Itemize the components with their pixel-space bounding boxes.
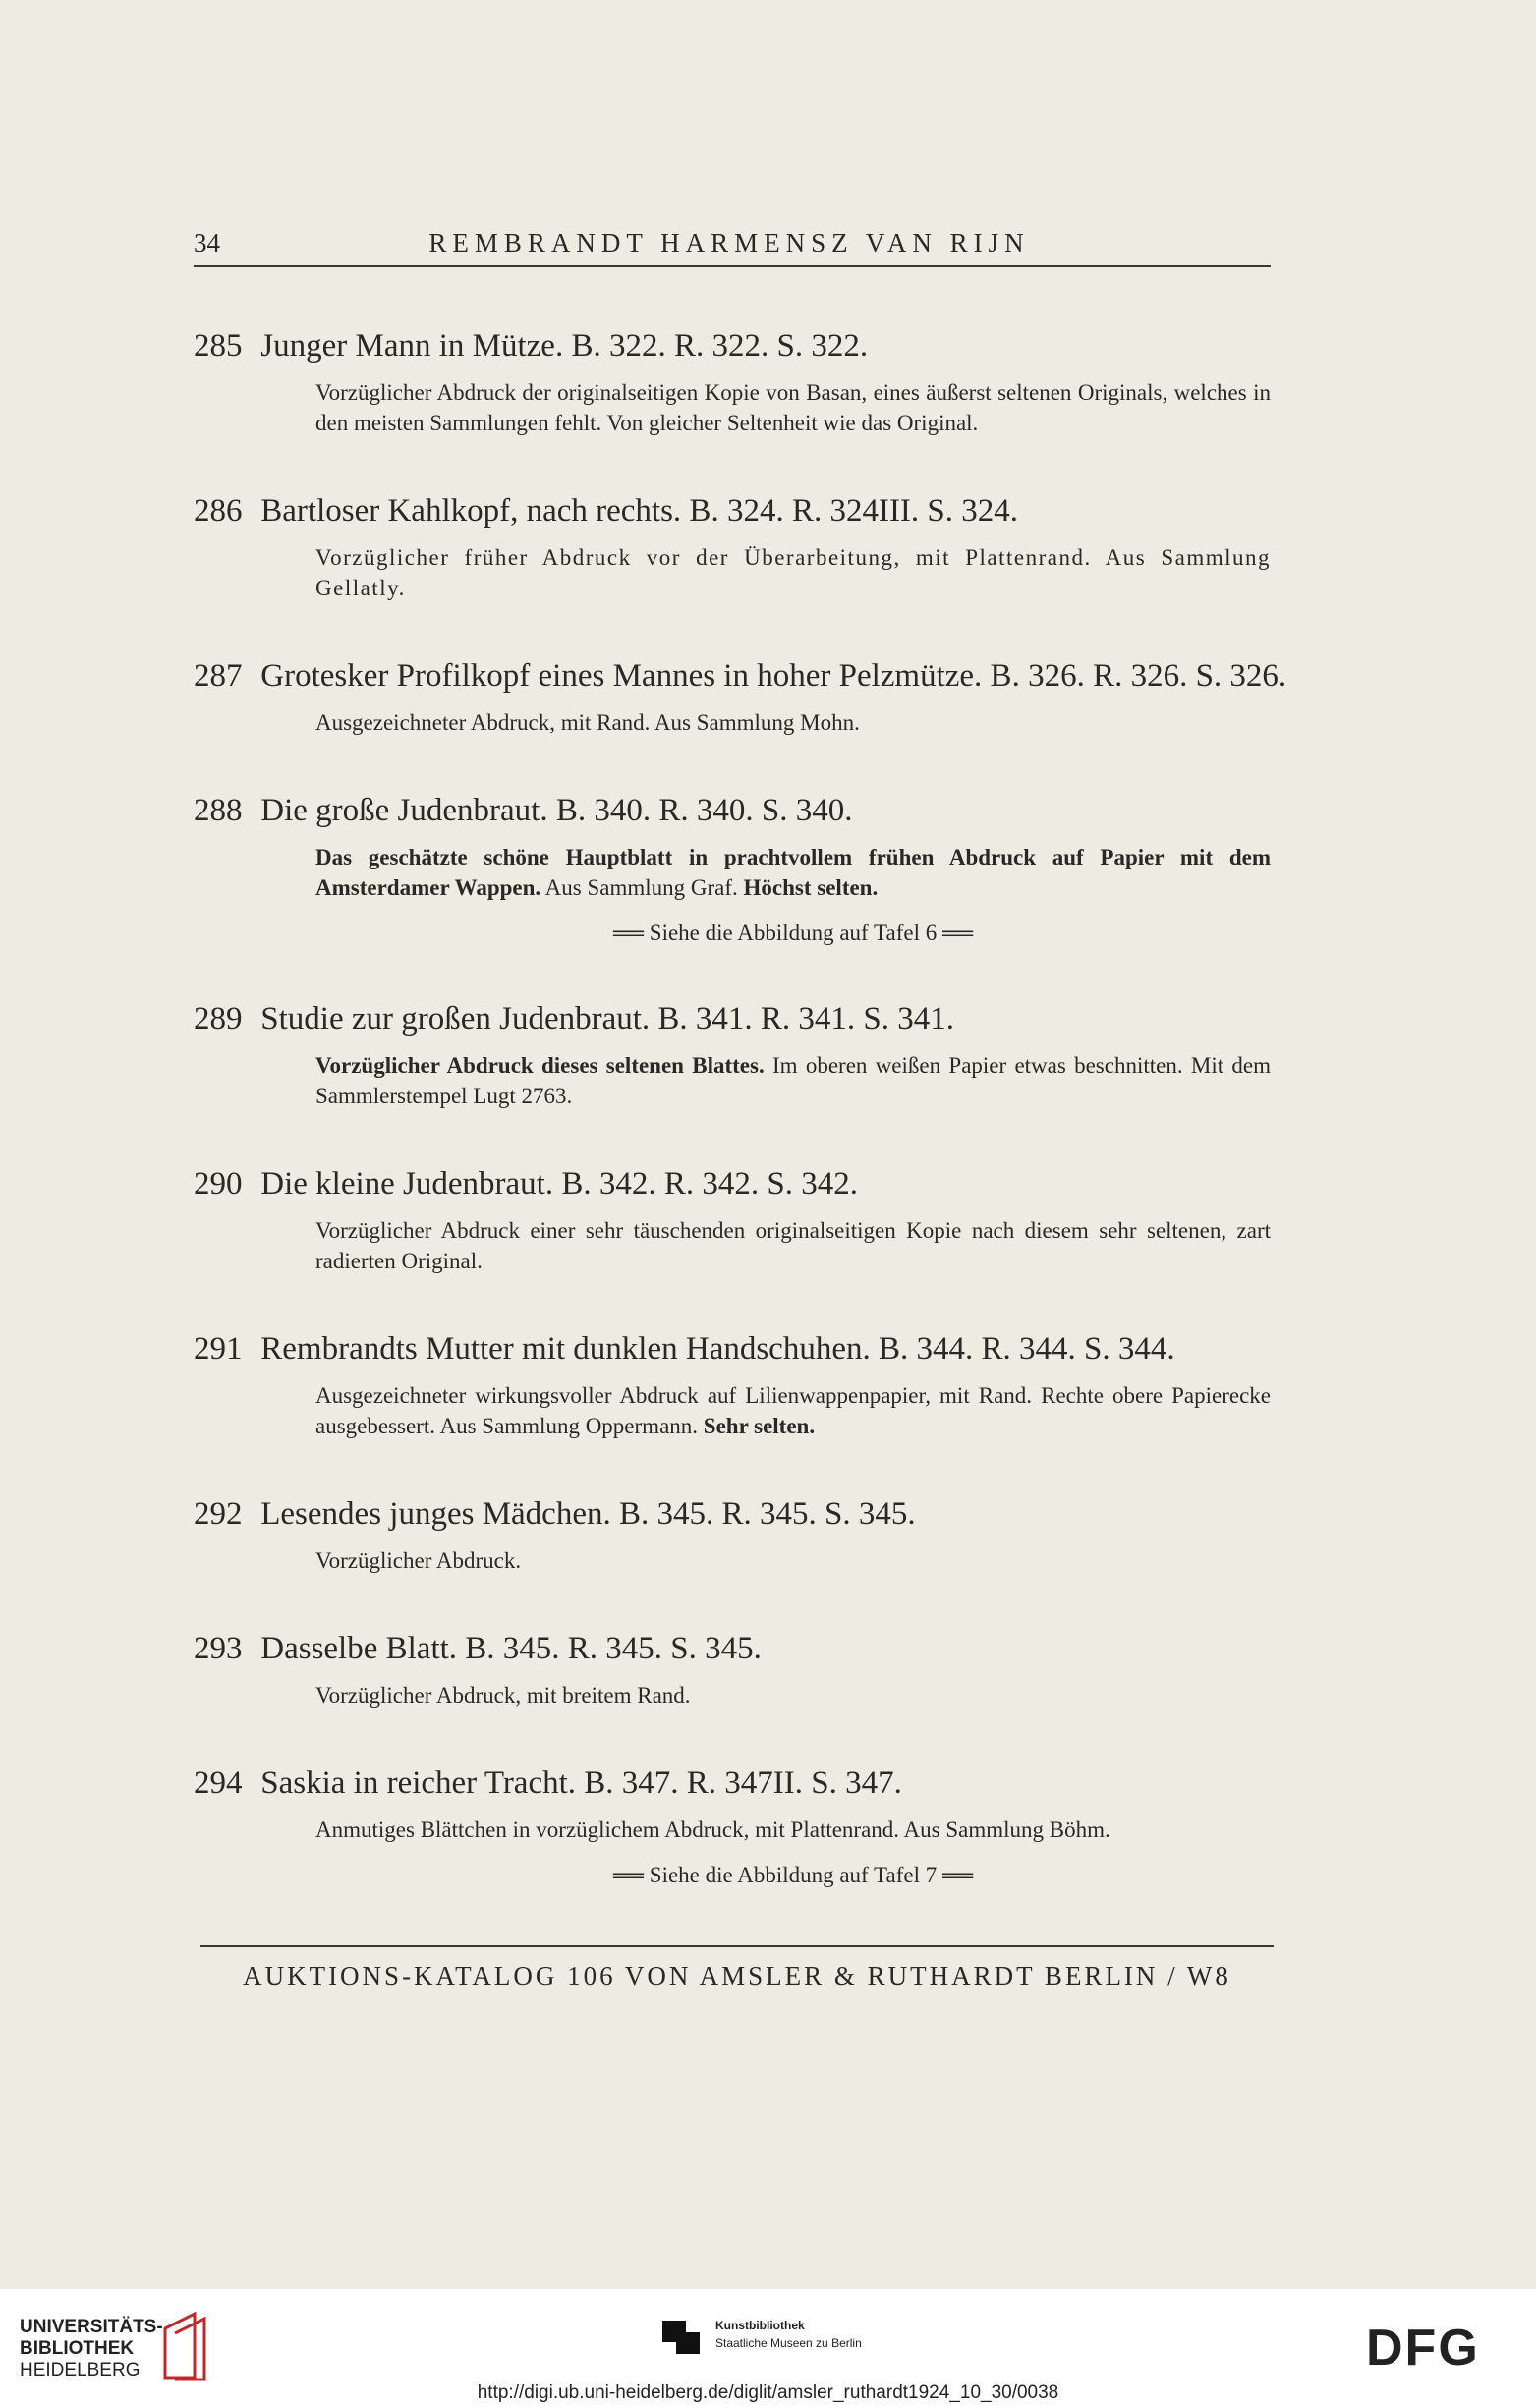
library-bar	[0, 2289, 1536, 2408]
entry-heading: Die große Judenbraut. B. 340. R. 340. S. 340.	[260, 793, 853, 828]
entry-number: 289	[194, 1001, 243, 1036]
entry-title	[194, 1492, 1275, 1536]
entry-heading: Dasselbe Blatt. B. 345. R. 345. S. 345.	[260, 1631, 762, 1666]
entry-title	[194, 1627, 1275, 1670]
entry-heading: Junger Mann in Mütze. B. 322. R. 322. S. 322.	[260, 328, 869, 364]
kb-line-1: Kunstbibliothek	[715, 2319, 805, 2332]
catalog-entry-293	[194, 1627, 1275, 1710]
entry-number: 290	[194, 1166, 243, 1202]
entry-number: 293	[194, 1631, 243, 1666]
catalog-entry-289	[194, 997, 1275, 1111]
entry-description	[315, 842, 1271, 903]
ub-heidelberg-logo-text	[20, 2317, 163, 2381]
page-number: 34	[194, 228, 220, 257]
entry-title	[194, 1327, 1275, 1371]
catalog-entry-290	[194, 1162, 1275, 1276]
plate-reference	[315, 1863, 1271, 1888]
entry-description: Anmutiges Blättchen in vorzüglichem Abdruck, mit Plattenrand. Aus Sammlung Böhm.	[315, 1818, 1110, 1842]
entry-description: Vorzüglicher Abdruck, mit breitem Rand.	[315, 1683, 691, 1708]
entry-number: 285	[194, 328, 243, 364]
description-highlight: Das geschätzte schöne Hauptblatt in prachtvollem frühen Abdruck auf Papier mit dem Amsterdamer Wappen.	[315, 845, 1271, 900]
entry-number: 286	[194, 493, 243, 529]
running-head	[194, 224, 1271, 267]
entry-description	[315, 1050, 1271, 1111]
entry-heading: Rembrandts Mutter mit dunklen Handschuhen. B. 344. R. 344. S. 344.	[260, 1331, 1175, 1367]
ub-line-1: UNIVERSITÄTS-	[20, 2317, 163, 2337]
kunstbibliothek-text	[715, 2317, 862, 2352]
entry-number: 288	[194, 793, 243, 828]
catalog-entry-288	[194, 789, 1275, 946]
plate-reference	[315, 921, 1271, 946]
catalog-footer: AUKTIONS-KATALOG 106 VON AMSLER & RUTHARDT BERLIN / W8	[200, 1945, 1274, 1991]
entry-number: 287	[194, 658, 243, 694]
description-text: Aus Sammlung Graf.	[540, 875, 744, 900]
ub-line-3: HEIDELBERG	[20, 2360, 141, 2380]
entry-number: 291	[194, 1331, 243, 1367]
entry-description	[315, 1380, 1271, 1441]
catalog-entries	[194, 324, 1287, 1939]
description-text: Ausgezeichneter wirkungsvoller Abdruck auf Lilienwappenpapier, mit Rand. Rechte obere Papierecke ausgebessert. Aus Sammlung Oppermann.	[315, 1383, 1271, 1438]
kunstbibliothek-logo-icon	[656, 2311, 706, 2360]
entry-heading: Bartloser Kahlkopf, nach rechts. B. 324. R. 324III. S. 324.	[260, 493, 1019, 529]
entry-description: Vorzüglicher Abdruck der originalseitigen Kopie von Basan, eines äußerst seltenen Originals, welches in den meisten Sammlungen fehlt. Von gleicher Seltenheit wie das Original.	[315, 380, 1271, 435]
double-rule-left: ══	[612, 1863, 645, 1887]
entry-title	[194, 1162, 1275, 1205]
running-head-title: REMBRANDT HARMENSZ VAN RIJN	[428, 228, 1030, 257]
rarity-note: Höchst selten.	[743, 875, 879, 900]
entry-heading: Studie zur großen Judenbraut. B. 341. R. 341. S. 341.	[260, 1001, 955, 1036]
description-text: Im oberen weißen Papier etwas beschnitten. Mit dem Sammlerstempel Lugt 2763.	[315, 1053, 1271, 1108]
double-rule-left: ══	[612, 921, 645, 945]
entry-title	[194, 789, 1275, 832]
catalog-entry-292	[194, 1492, 1275, 1576]
double-rule-right: ══	[941, 1863, 974, 1887]
ub-line-2: BIBLIOTHEK	[20, 2338, 135, 2359]
plate-reference-text: Siehe die Abbildung auf Tafel 6	[649, 921, 938, 945]
entry-title	[194, 324, 1275, 367]
catalog-entry-285	[194, 324, 1275, 438]
entry-title	[194, 654, 1287, 698]
entry-description: Vorzüglicher früher Abdruck vor der Überarbeitung, mit Plattenrand. Aus Sammlung Gellatly.	[315, 545, 1271, 600]
entry-title	[194, 489, 1275, 532]
catalog-entry-291	[194, 1327, 1275, 1441]
entry-heading: Grotesker Profilkopf eines Mannes in hoher Pelzmütze. B. 326. R. 326. S. 326.	[260, 658, 1287, 694]
entry-title	[194, 1762, 1275, 1805]
ub-heidelberg-logo-icon	[155, 2309, 214, 2382]
entry-number: 292	[194, 1496, 243, 1532]
entry-heading: Saskia in reicher Tracht. B. 347. R. 347II. S. 347.	[260, 1765, 902, 1801]
plate-reference-text: Siehe die Abbildung auf Tafel 7	[649, 1863, 938, 1887]
double-rule-right: ══	[941, 921, 974, 945]
entry-description: Vorzüglicher Abdruck.	[315, 1548, 522, 1573]
entry-heading: Die kleine Judenbraut. B. 342. R. 342. S. 342.	[260, 1166, 858, 1202]
rarity-note: Sehr selten.	[703, 1414, 816, 1438]
description-highlight: Vorzüglicher Abdruck dieses seltenen Blattes.	[315, 1053, 765, 1078]
catalog-entry-286	[194, 489, 1275, 603]
catalog-entry-287	[194, 654, 1287, 738]
entry-description: Vorzüglicher Abdruck einer sehr täuschenden originalseitigen Kopie nach diesem sehr seltenen, zart radierten Original.	[315, 1218, 1271, 1273]
kb-line-2: Staatliche Museen zu Berlin	[715, 2336, 862, 2350]
dfg-logo: DFG	[1366, 2320, 1480, 2377]
entry-number: 294	[194, 1765, 243, 1801]
catalog-entry-294	[194, 1762, 1275, 1888]
entry-title	[194, 997, 1275, 1040]
entry-heading: Lesendes junges Mädchen. B. 345. R. 345. S. 345.	[260, 1496, 916, 1532]
permalink-url[interactable]: http://digi.ub.uni-heidelberg.de/diglit/amsler_ruthardt1924_10_30/0038	[477, 2382, 1059, 2403]
entry-description: Ausgezeichneter Abdruck, mit Rand. Aus Sammlung Mohn.	[315, 710, 860, 735]
